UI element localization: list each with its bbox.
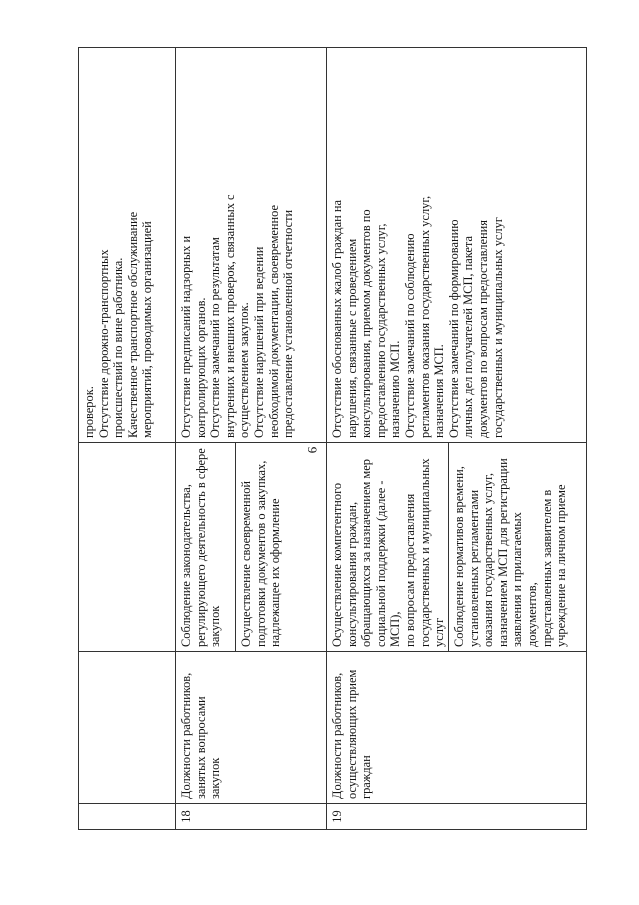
table-row [176,48,327,830]
row-number-cell: 19 [327,804,587,830]
function-cell [176,443,327,652]
row-number-cell: 18 [176,804,327,830]
position-cell: Должности работников, занятых вопросами закупок [176,652,327,804]
kpi-table [78,47,587,830]
function-item: Соблюдение законодательства, регулирующего деятельность в сфере закупок [176,443,236,651]
row-number-cell [79,804,176,830]
table-row [79,48,176,830]
function-item: Осуществление своевременной подготовки документов о закупках, надлежащее их оформление [239,460,283,647]
function-item: Осуществление компетентного консультирования граждан, обращающихся за назначением мер социальной поддержки (далее - МСП), по вопросам предоставления государственных и муниципальных услуг [327,443,449,651]
page-number: 9 [305,446,320,454]
rotated-table-container [78,48,586,830]
criteria-cell: Отсутствие обоснованных жалоб граждан на нарушения, связанные с проведением консультирования, приемом документов по предоставлению государственных услуг, назначению МСП. Отсутствие замечаний по соблюдению регламентов оказания государственных услуг, назначения МСП. Отсутствие замечаний по формированию личных дел получателей МСП, пакета документов по вопросам предоставления государственных и муниципальных услуг [327,48,587,443]
function-cell [327,443,587,652]
criteria-cell: проверок. Отсутствие дорожно-транспортных происшествий по вине работника. Качественное транспортное обслуживание мероприятий, проводимых организацией [79,48,176,443]
position-cell: Должности работников, осуществляющих прием граждан [327,652,587,804]
position-cell [79,652,176,804]
function-cell [79,443,176,652]
table-row [327,48,587,830]
function-item: Соблюдение нормативов времени, установленных регламентами оказания государственных услуг, назначением МСП для регистрации заявления и прилагаемых документов, представленных заявителем в учреждение на личном приеме [452,458,569,647]
criteria-cell: Отсутствие предписаний надзорных и контролирующих органов. Отсутствие замечаний по результатам внутренних и внешних проверок, связанных с осуществлением закупок. Отсутствие нарушений при ведении необходимой документации, своевременное предоставление установленной отчетности [176,48,327,443]
